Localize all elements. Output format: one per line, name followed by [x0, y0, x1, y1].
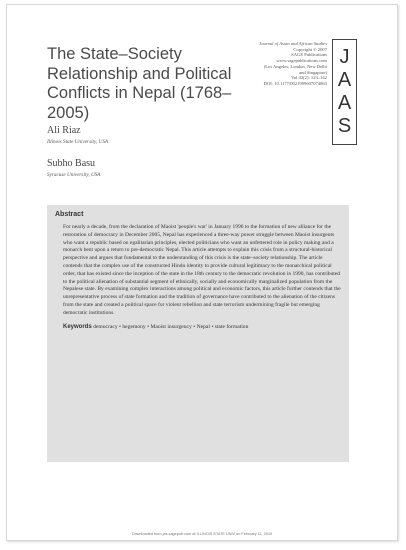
article-title: The State–Society Relationship and Political Conflicts in Nepal (1768–2005) — [47, 45, 232, 122]
keywords-list: democracy • hegemony • Maoist insurgency • Nepal • state formation — [93, 323, 249, 330]
jaas-letter: A — [337, 69, 352, 91]
journal-locations: (Los Angeles, London, New Delhi — [263, 63, 327, 69]
jaas-letter: J — [339, 46, 350, 68]
jaas-letter: S — [337, 115, 352, 137]
jaas-letter: A — [337, 92, 352, 114]
download-footer: Downloaded from jas.sagepub.com at ILLINOIS STATE UNIV on February 11, 2015 — [131, 532, 273, 536]
keywords — [63, 324, 341, 332]
journal-copyright: Copyright © 2007 — [293, 46, 327, 52]
journal-website: www.sagepublications.com — [276, 58, 327, 64]
journal-publisher: SAGE Publications — [291, 52, 327, 58]
author-affiliation: Illinois State University, USA — [47, 139, 109, 145]
author-name: Subho Basu — [47, 158, 96, 169]
journal-volume: Vol 42(2): 123–142 — [291, 75, 327, 81]
abstract-text: For nearly a decade, from the declaration of Maoist 'people's war' in January 1996 to the formation of new alliance for the restoration of democracy in December 2005, Nepal has experienced a three-way power struggle between Maoist insurgents who want a republic based on egalitarian principles, elected politicians who want an unfettered role in policy making and a monarch bent upon a return to pre-democratic Nepal. This article attempts to explain this crisis from a structural-historical perspective and argues that fundamental to the understanding of this crisis is the state–society relationship. The article contends that the complex use of the constructed Hindu identity to provide cultural legitimacy to the monarchical political order, that has existed since the inception of the state in the 18th century to the democratic revolution in 1990, has contributed to the political alienation of substantial segment of ethnically, socially and economically marginalized population from the Nepalese state. By examining complex interactions among political and economic factors, this article further contends that the unrepresentative process of state formation and the tradition of governance have contributed to the alienation of the citizens from the state and created a political space for violent rebellion and state terrorism undermining fragile but emerging democratic institutions. — [63, 224, 341, 316]
author-name: Ali Riaz — [47, 125, 81, 136]
journal-doi: DOI: 10.1177/0021909607074863 — [263, 80, 327, 86]
journal-locations-cont: and Singapore) — [299, 69, 327, 75]
jaas-logo — [332, 39, 357, 145]
author-affiliation: Syracuse University, USA — [47, 172, 101, 178]
journal-info — [235, 41, 327, 87]
abstract-heading: Abstract — [55, 211, 84, 218]
article-page — [6, 4, 398, 541]
journal-name: Journal of Asian and African Studies — [259, 41, 327, 46]
keywords-label: Keywords — [63, 323, 92, 330]
abstract-box — [47, 205, 349, 462]
